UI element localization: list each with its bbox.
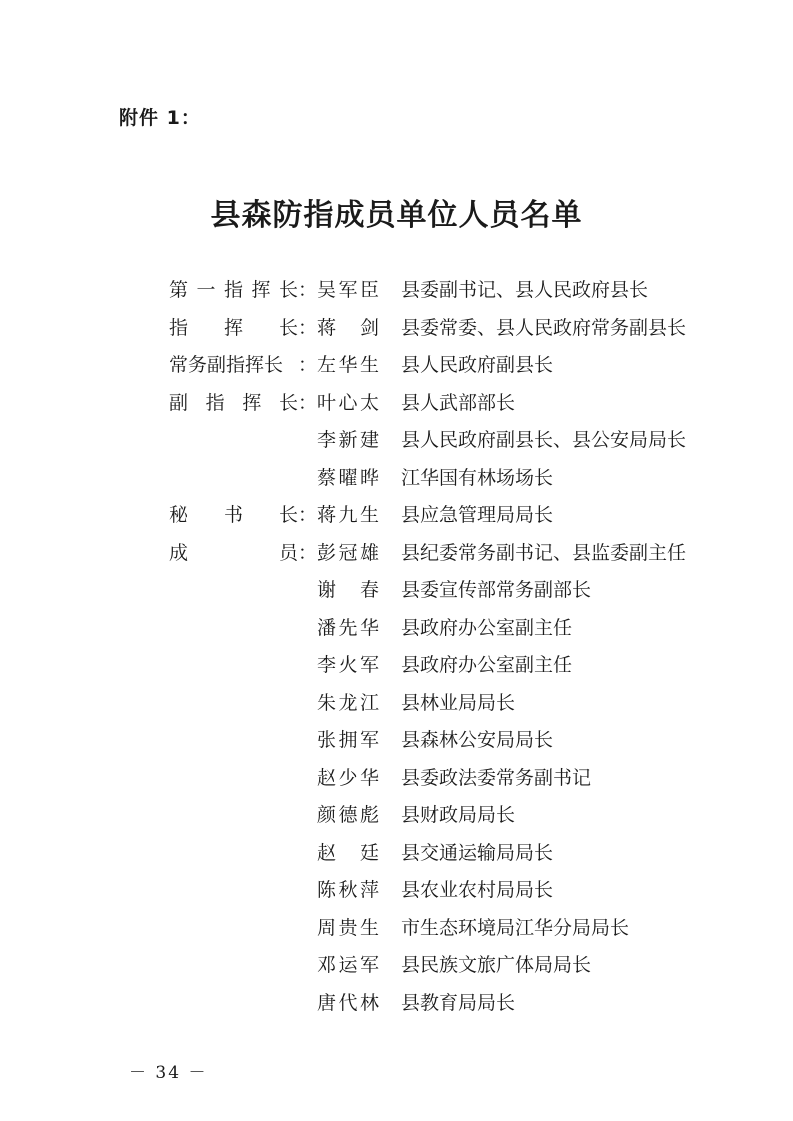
roster-row — [169, 575, 729, 613]
roster-row — [169, 988, 729, 1026]
roster-role: 常务副指挥长 — [169, 354, 284, 376]
roster-row — [169, 800, 729, 838]
roster-row — [169, 313, 729, 351]
roster-position: 市生态环境局江华分局局长 — [401, 916, 630, 939]
roster-position: 县委副书记、县人民政府县长 — [401, 279, 649, 301]
roster-name: 颜 德 彪 — [317, 804, 379, 826]
roster-position: 县应急管理局局长 — [401, 504, 554, 526]
roster-row — [169, 500, 729, 538]
roster-name: 蒋 九 生 — [317, 504, 379, 526]
roster-position: 县政府办公室副主任 — [401, 654, 573, 676]
roster-position: 县森林公安局局长 — [401, 729, 554, 751]
roster-name: 周 贵 生 — [317, 916, 379, 939]
roster-row — [169, 463, 729, 501]
roster-name: 左 华 生 — [317, 354, 379, 376]
roster-row — [169, 388, 729, 426]
roster-name: 叶 心 太 — [317, 391, 379, 414]
attachment-label: 附件 1： — [119, 107, 201, 129]
roster-role: 第 一 指 挥 长 — [169, 279, 298, 301]
roster-row — [169, 688, 729, 726]
roster-role: 成 员 — [169, 541, 298, 564]
roster-position: 县教育局局长 — [401, 991, 516, 1014]
roster-position: 县政府办公室副主任 — [401, 616, 573, 639]
roster-colon: ： — [298, 316, 318, 339]
roster-row — [169, 838, 729, 876]
roster-position: 县交通运输局局长 — [401, 841, 554, 864]
roster-position: 县民族文旅广体局局长 — [401, 954, 592, 976]
roster-position: 县人民政府副县长 — [401, 354, 554, 376]
roster-name: 邓 运 军 — [317, 954, 379, 976]
roster-colon: ： — [298, 391, 318, 414]
page-number: － 34 － — [129, 1063, 208, 1083]
roster-name: 潘 先 华 — [317, 616, 379, 639]
roster-position: 县委宣传部常务副部长 — [401, 579, 592, 601]
roster-position: 县人民政府副县长、县公安局局长 — [401, 429, 687, 451]
roster-name: 李 新 建 — [317, 429, 379, 451]
roster-name: 陈 秋 萍 — [317, 879, 379, 901]
roster-row — [169, 275, 729, 313]
roster-row — [169, 725, 729, 763]
roster-row — [169, 763, 729, 801]
roster-colon: ： — [298, 354, 318, 376]
roster-colon: ： — [298, 541, 318, 564]
roster-name: 张 拥 军 — [317, 729, 379, 751]
member-roster — [169, 275, 729, 1025]
roster-role: 秘 书 长 — [169, 504, 298, 526]
roster-name: 吴 军 臣 — [317, 279, 379, 301]
roster-position: 县人武部部长 — [401, 391, 516, 414]
roster-position: 江华国有林场场长 — [401, 466, 554, 489]
roster-name: 李 火 军 — [317, 654, 379, 676]
document-title: 县森防指成员单位人员名单 — [210, 198, 583, 233]
roster-name: 蒋 剑 — [317, 316, 379, 339]
roster-position: 县财政局局长 — [401, 804, 516, 826]
roster-name: 彭 冠 雄 — [317, 541, 379, 564]
roster-row — [169, 350, 729, 388]
roster-name: 赵 少 华 — [317, 766, 379, 789]
roster-name: 朱 龙 江 — [317, 691, 379, 714]
roster-position: 县农业农村局局长 — [401, 879, 554, 901]
roster-name: 谢 春 — [317, 579, 379, 601]
roster-row — [169, 538, 729, 576]
roster-colon: ： — [298, 279, 318, 301]
roster-name: 赵 廷 — [317, 841, 379, 864]
roster-row — [169, 875, 729, 913]
roster-position: 县林业局局长 — [401, 691, 516, 714]
roster-row — [169, 913, 729, 951]
roster-role: 副 指 挥 长 — [169, 391, 298, 414]
roster-colon: ： — [298, 504, 318, 526]
roster-position: 县委常委、县人民政府常务副县长 — [401, 316, 687, 339]
roster-row — [169, 650, 729, 688]
roster-name: 唐 代 林 — [317, 991, 379, 1014]
roster-row — [169, 613, 729, 651]
roster-position: 县纪委常务副书记、县监委副主任 — [401, 541, 687, 564]
roster-role: 指 挥 长 — [169, 316, 298, 339]
roster-position: 县委政法委常务副书记 — [401, 766, 592, 789]
roster-row — [169, 950, 729, 988]
roster-name: 蔡 曜 晔 — [317, 466, 379, 489]
roster-row — [169, 425, 729, 463]
